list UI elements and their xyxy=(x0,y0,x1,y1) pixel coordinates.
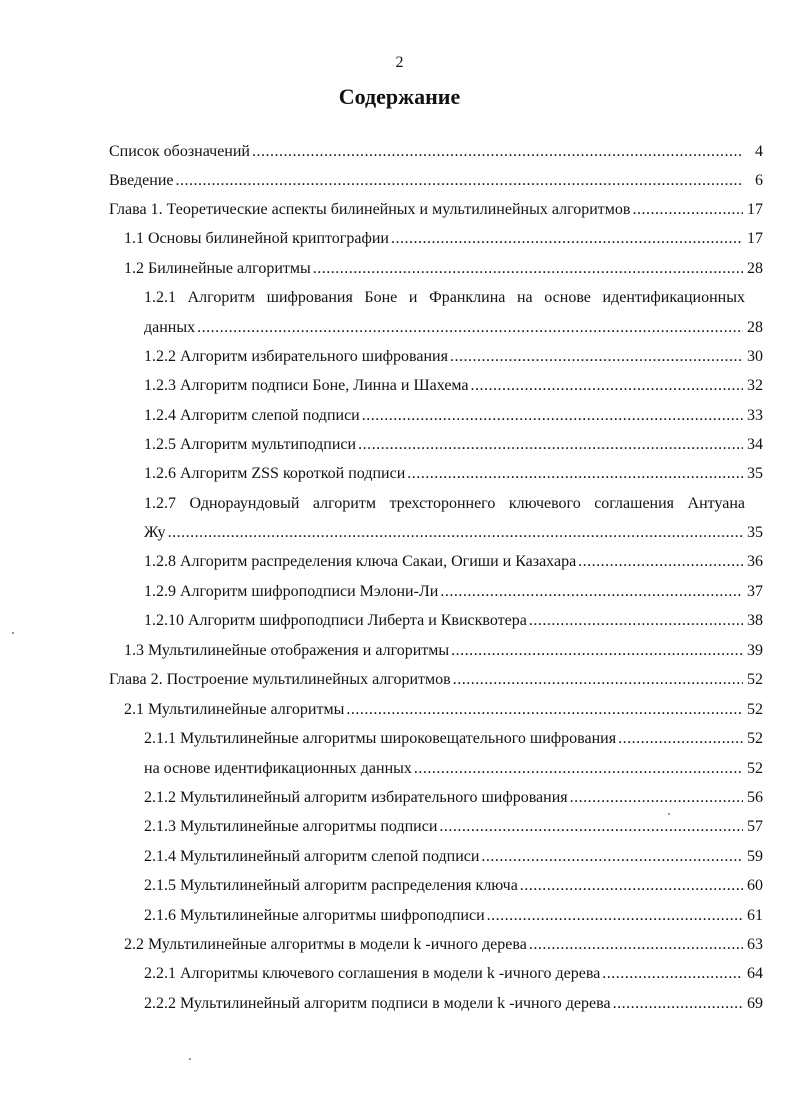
toc-page-number: 52 xyxy=(747,730,763,747)
dot-leader xyxy=(529,935,743,955)
toc-entry[interactable]: 2.1.1 Мультилинейные алгоритмы широковещательного шифрования ..... 52 xyxy=(144,729,763,749)
toc-entry[interactable]: 1.2.4 Алгоритм слепой подписи ..... 33 xyxy=(144,406,763,426)
page-title: Содержание xyxy=(338,84,461,109)
toc-page-number: 36 xyxy=(747,553,763,570)
toc-entry[interactable]: 1.2.7 Однораундовый алгоритм трехстороннего ключевого соглашения Антуана xyxy=(144,495,745,512)
dot-leader xyxy=(346,700,743,720)
toc-entry[interactable]: Глава 2. Построение мультилинейных алгоритмов ..... 52 xyxy=(109,670,763,690)
scan-speck xyxy=(668,813,670,815)
dot-leader xyxy=(529,611,743,631)
toc-page-number: 39 xyxy=(747,642,763,659)
toc-entry[interactable]: 2.1.2 Мультилинейный алгоритм избирательного шифрования ..... 56 xyxy=(144,788,763,808)
toc-page-number: 52 xyxy=(747,671,763,688)
toc-entry[interactable]: 2.1.4 Мультилинейный алгоритм слепой подписи ..... 59 xyxy=(144,847,763,867)
dot-leader xyxy=(450,347,743,367)
toc-page-number: 52 xyxy=(747,760,763,777)
toc-page-number: 38 xyxy=(747,612,763,629)
dot-leader xyxy=(407,464,743,484)
toc-page-number: 33 xyxy=(747,407,763,424)
toc-entry[interactable]: 1.2.10 Алгоритм шифроподписи Либерта и Квисквотера ..... 38 xyxy=(144,611,763,631)
dot-leader xyxy=(602,964,743,984)
dot-leader xyxy=(252,142,743,162)
dot-leader xyxy=(176,171,744,191)
toc-page-number: 61 xyxy=(747,907,763,924)
toc-entry[interactable]: 2.2.1 Алгоритмы ключевого соглашения в модели k -ичного дерева ..... 64 xyxy=(144,964,763,984)
toc-entry[interactable]: 2.2.2 Мультилинейный алгоритм подписи в модели k -ичного дерева ..... 69 xyxy=(144,994,763,1014)
toc-entry[interactable]: 1.2.9 Алгоритм шифроподписи Мэлони-Ли ..... 37 xyxy=(144,582,763,602)
toc-entry[interactable]: данных ..... 28 xyxy=(144,318,763,338)
toc-page-number: 32 xyxy=(747,377,763,394)
toc-entry[interactable]: 2.2 Мультилинейные алгоритмы в модели k -ичного дерева ..... 63 xyxy=(124,935,763,955)
toc-page-number: 17 xyxy=(747,201,763,218)
toc-page-number: 69 xyxy=(747,995,763,1012)
dot-leader xyxy=(168,523,743,543)
dot-leader xyxy=(313,259,743,279)
dot-leader xyxy=(520,876,743,896)
dot-leader xyxy=(481,847,743,867)
toc-page-number: 17 xyxy=(747,230,763,247)
toc-page-number: 35 xyxy=(747,465,763,482)
dot-leader xyxy=(453,670,743,690)
dot-leader xyxy=(440,582,743,602)
dot-leader xyxy=(414,759,743,779)
toc-entry[interactable]: на основе идентификационных данных ..... 52 xyxy=(144,759,763,779)
toc-page-number: 60 xyxy=(747,877,763,894)
toc-page-number: 37 xyxy=(747,583,763,600)
toc-entry[interactable]: 1.2.3 Алгоритм подписи Боне, Линна и Шахема ..... 32 xyxy=(144,376,763,396)
toc-entry[interactable]: Введение ..... 6 xyxy=(109,171,763,191)
toc-entry[interactable]: Жу ..... 35 xyxy=(144,523,763,543)
toc-page-number: 30 xyxy=(747,348,763,365)
dot-leader xyxy=(487,906,743,926)
toc-entry[interactable]: 2.1.5 Мультилинейный алгоритм распределения ключа ..... 60 xyxy=(144,876,763,896)
dot-leader xyxy=(471,376,743,396)
toc-entry[interactable]: 2.1.6 Мультилинейные алгоритмы шифроподписи ..... 61 xyxy=(144,906,763,926)
dot-leader xyxy=(358,435,743,455)
dot-leader xyxy=(618,729,743,749)
dot-leader xyxy=(613,994,743,1014)
toc-page-number: 35 xyxy=(747,524,763,541)
dot-leader xyxy=(451,641,743,661)
dot-leader xyxy=(197,318,743,338)
dot-leader xyxy=(578,552,743,572)
toc-entry[interactable]: Глава 1. Теоретические аспекты билинейных и мультилинейных алгоритмов ..... 17 xyxy=(109,200,763,220)
toc-entry[interactable]: 1.2.6 Алгоритм ZSS короткой подписи ..... 35 xyxy=(144,464,763,484)
toc-entry[interactable]: 2.1.3 Мультилинейные алгоритмы подписи ..... 57 xyxy=(144,817,763,837)
toc-entry[interactable]: 1.3 Мультилинейные отображения и алгоритмы ..... 39 xyxy=(124,641,763,661)
scan-speck xyxy=(12,632,14,634)
dot-leader xyxy=(570,788,743,808)
toc-page-number: 59 xyxy=(747,848,763,865)
toc-entry[interactable]: 1.2.1 Алгоритм шифрования Боне и Франклина на основе идентификационных xyxy=(144,289,745,306)
toc-entry[interactable]: Список обозначений ..... 4 xyxy=(109,142,763,162)
toc-entry[interactable]: 1.1 Основы билинейной криптографии ..... 17 xyxy=(124,229,763,249)
toc-entry[interactable]: 1.2.2 Алгоритм избирательного шифрования ..... 30 xyxy=(144,347,763,367)
toc-page-number: 52 xyxy=(747,701,763,718)
dot-leader xyxy=(632,200,743,220)
toc-page-number: 6 xyxy=(755,172,763,189)
toc-entry[interactable]: 1.2.5 Алгоритм мультиподписи ..... 34 xyxy=(144,435,763,455)
toc-entry[interactable]: 1.2.8 Алгоритм распределения ключа Сакаи, Огиши и Казахара ..... 36 xyxy=(144,552,763,572)
dot-leader xyxy=(391,229,743,249)
toc-page-number: 28 xyxy=(747,319,763,336)
toc-page-number: 57 xyxy=(747,818,763,835)
toc-page-number: 4 xyxy=(755,143,763,160)
toc-entry[interactable]: 2.1 Мультилинейные алгоритмы ..... 52 xyxy=(124,700,763,720)
scan-speck xyxy=(189,1058,191,1060)
page-number: 2 xyxy=(395,54,404,71)
dot-leader xyxy=(439,817,743,837)
dot-leader xyxy=(362,406,743,426)
toc-page-number: 28 xyxy=(747,260,763,277)
toc-page-number: 34 xyxy=(747,436,763,453)
toc-page-number: 64 xyxy=(747,965,763,982)
toc-entry[interactable]: 1.2 Билинейные алгоритмы ..... 28 xyxy=(124,259,763,279)
toc-page-number: 56 xyxy=(747,789,763,806)
toc-page-number: 63 xyxy=(747,936,763,953)
